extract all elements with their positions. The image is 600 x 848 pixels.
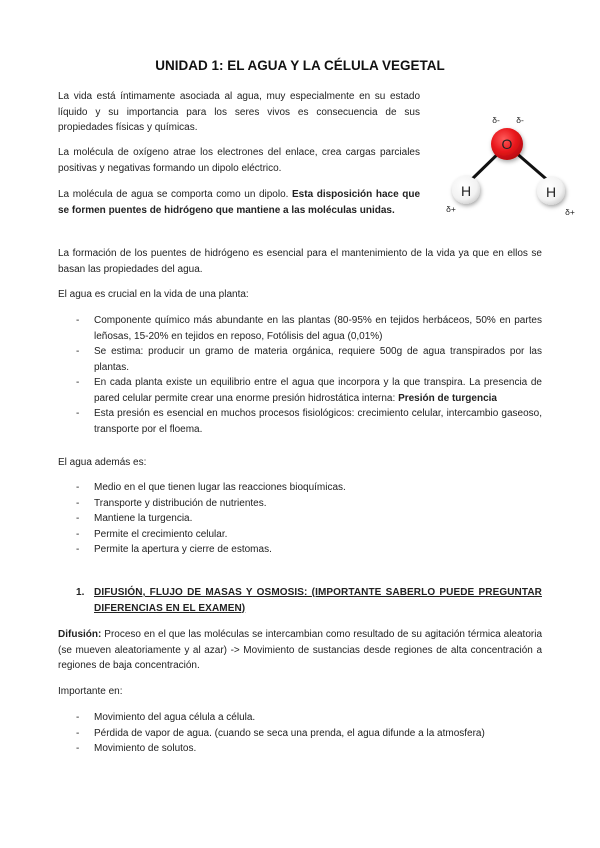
intro-paragraph-2: La molécula de oxígeno atrae los electrones del enlace, crea cargas parciales positivas y negativas formando un dipolo eléctrico. (58, 147, 420, 174)
difusion-label: Difusión: (58, 629, 102, 640)
difusion-paragraph (58, 627, 542, 674)
importante-heading: Importante en: (58, 686, 123, 697)
list-item: - Mantiene la turgencia. (58, 511, 542, 527)
water-molecule-diagram (440, 112, 585, 222)
list-item: - Permite el crecimiento celular. (58, 527, 542, 543)
intro-paragraph-3 (58, 187, 420, 218)
list-item: - Pérdida de vapor de agua. (cuando se seca una prenda, el agua difunde a la atmosfera) (58, 726, 542, 742)
section-heading-1 (58, 585, 542, 616)
list-item: - Movimiento del agua célula a célula. (58, 710, 542, 726)
delta-negative-label-2: δ- (516, 115, 524, 125)
list-item: - Medio en el que tienen lugar las reacciones bioquímicas. (58, 480, 542, 496)
section-title: DIFUSIÓN, FLUJO DE MASAS Y OSMOSIS: (IMPORTANTE SABERLO PUEDE PREGUNTAR DIFERENCIAS EN EL EXAMEN) (94, 587, 542, 614)
paragraph-text: La molécula de agua se comporta como un dipolo. (58, 189, 289, 200)
ademas-heading: El agua además es: (58, 457, 147, 468)
intro-paragraph-4: La formación de los puentes de hidrógeno es esencial para el mantenimiento de la vida ya que en ellos se basan las propiedades del agua. (58, 248, 542, 275)
list-item-bold-text: Presión de turgencia (398, 392, 497, 404)
list-item: - Movimiento de solutos. (58, 741, 542, 757)
list-item (58, 375, 542, 406)
delta-positive-label-left: δ+ (446, 204, 456, 214)
hydrogen-label-left: H (460, 183, 472, 199)
list-item: - Transporte y distribución de nutrientes. (58, 496, 542, 512)
list-item-text: En cada planta existe un equilibrio entre el agua que incorpora y la que transpira. La presencia de pared celular permite crear una enorme presión hidrostática interna: (94, 377, 542, 404)
list-item: - Esta presión es esencial en muchos procesos fisiológicos: crecimiento celular, intercambio gaseoso, transporte por el floema. (58, 406, 542, 437)
intro-paragraph-5: El agua es crucial en la vida de una planta: (58, 289, 249, 300)
delta-positive-label-right: δ+ (565, 207, 575, 217)
hydrogen-label-right: H (545, 184, 557, 200)
paragraph-bold-text: Esta disposición hace que se formen puentes de hidrógeno que mantiene a las moléculas unidas. (58, 189, 421, 216)
intro-paragraph-1: La vida está íntimamente asociada al agua, muy especialmente en su estado líquido y su importancia para los seres vivos es consecuencia de sus propiedades físicas y químicas. (58, 91, 420, 133)
oxygen-label: O (501, 136, 513, 152)
ademas-list (58, 480, 542, 558)
delta-negative-label-1: δ- (492, 115, 500, 125)
page-title: UNIDAD 1: EL AGUA Y LA CÉLULA VEGETAL (155, 58, 445, 73)
difusion-text: Proceso en el que las moléculas se intercambian como resultado de su agitación térmica aleatoria (se mueven aleatoriamente y al azar) -> Movimiento de sustancias desde regiones de alta concentración a regiones de baja concentración. (58, 629, 543, 671)
plant-list (58, 313, 542, 437)
list-item: - Se estima: producir un gramo de materia orgánica, requiere 500g de agua transpirados por las plantas. (58, 344, 542, 375)
section-number: 1. (76, 587, 85, 598)
importante-list (58, 710, 542, 757)
list-item: - Componente químico más abundante en las plantas (80-95% en tejidos herbáceos, 50% en partes leñosas, 15-20% en tejidos en reposo, Fotólisis del agua (0,01%) (58, 313, 542, 344)
list-item: - Permite la apertura y cierre de estomas. (58, 542, 542, 558)
